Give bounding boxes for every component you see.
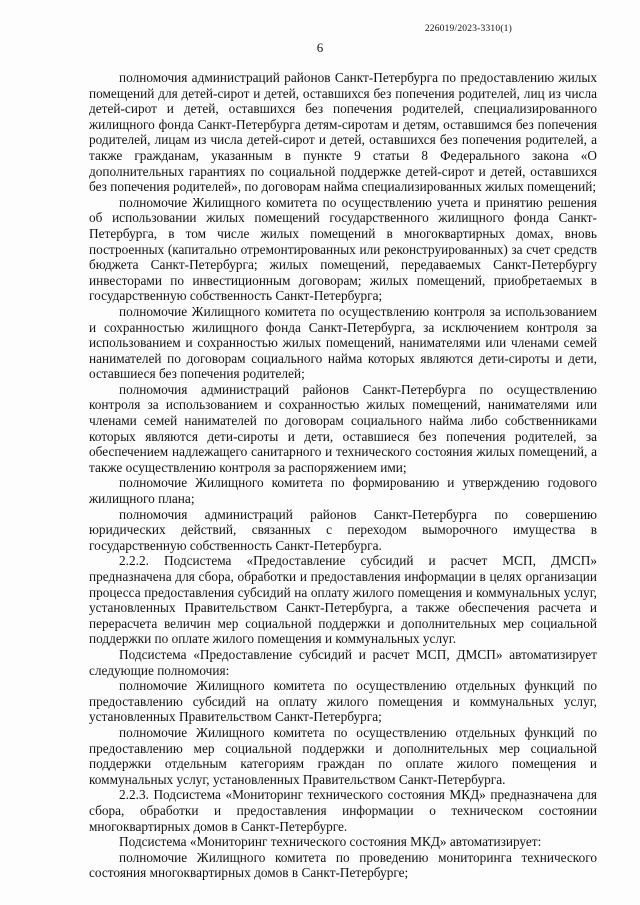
document-body: [89, 70, 597, 881]
paragraph: полномочие Жилищного комитета по проведению мониторинга технического состояния многоквартирных домов в Санкт-Петербурге;: [89, 849, 597, 881]
paragraph: полномочия администраций районов Санкт-Петербурга по предоставлению жилых помещений для детей-сирот и детей, оставшихся без попечения родителей, лиц из числа детей-сирот и детей, оставшихся без попечения родителей, специализированного жилищного фонда Санкт-Петербурга детям-сиротам и детям, оставшимся без попечения родителей, лицам из числа детей-сирот и детей, оставшихся без попечения родителей, а также гражданам, указанным в пункте 9 статьи 8 Федерального закона «О дополнительных гарантиях по социальной поддержке детей-сирот и детей, оставшихся без попечения родителей», по договорам найма специализированных жилых помещений;: [89, 70, 597, 195]
paragraph: Подсистема «Мониторинг технического состояния МКД» автоматизирует:: [119, 834, 542, 850]
paragraph: полномочие Жилищного комитета по осуществлению учета и принятию решения об использовании жилых помещений государственного жилищного фонда Санкт-Петербурга, в том числе жилых помещений в многоквартирных домах, вновь построенных (капитально отремонтированных или реконструированных) за счет средств бюджета Санкт-Петербурга; жилых помещений, передаваемых Санкт-Петербургу инвесторами по инвестиционным договорам; жилых помещений, приобретаемых в государственную собственность Санкт-Петербурга;: [89, 194, 597, 304]
document-id: 226019/2023-3310(1): [424, 24, 512, 34]
paragraph: полномочия администраций районов Санкт-Петербурга по осуществлению контроля за использованием и сохранностью жилых помещений, нанимателями или членами семей нанимателей по договорам социального найма либо собственниками которых являются дети-сироты и дети, оставшиеся без попечения родителей, за обеспечением надлежащего санитарного и технического состояния жилых помещений, а также осуществлению контроля за распоряжением ими;: [89, 381, 597, 475]
paragraph: полномочие Жилищного комитета по осуществлению контроля за использованием и сохранностью жилищного фонда Санкт-Петербурга, за исключением контроля за использованием и сохранностью жилых помещений, нанимателями или членами семей нанимателей по договорам социального найма которых являются дети-сироты и дети, оставшиеся без попечения родителей;: [89, 303, 597, 382]
paragraph: полномочие Жилищного комитета по осуществлению отдельных функций по предоставлению мер социальной поддержки и дополнительных мер социальной поддержки отдельным категориям граждан по оплате жилого помещения и коммунальных услуг, установленных Правительством Санкт-Петербурга.: [89, 724, 597, 787]
paragraph: Подсистема «Предоставление субсидий и расчет МСП, ДМСП» автоматизирует следующие полномочия:: [89, 646, 597, 678]
paragraph: полномочия администраций районов Санкт-Петербурга по совершению юридических действий, связанных с переходом выморочного имущества в государственную собственность Санкт-Петербурга.: [89, 506, 597, 553]
section-paragraph-2-2-3: 2.2.3. Подсистема «Мониторинг технического состояния МКД» предназначена для сбора, обработки и предоставления информации о техническом состоянии многоквартирных домов в Санкт-Петербурге.: [89, 787, 597, 834]
section-paragraph-2-2-2: 2.2.2. Подсистема «Предоставление субсидий и расчет МСП, ДМСП» предназначена для сбора, обработки и предоставления информации в целях организации процесса предоставления субсидий на оплату жилого помещения и коммунальных услуг, установленных Правительством Санкт-Петербурга, а также обеспечения расчета и перерасчета величин мер социальной поддержки и дополнительных мер социальной поддержки по оплате жилого помещения и коммунальных услуг.: [89, 553, 597, 647]
page-number: 6: [316, 40, 324, 55]
paragraph: полномочие Жилищного комитета по формированию и утверждению годового жилищного плана;: [89, 475, 597, 507]
paragraph: полномочие Жилищного комитета по осуществлению отдельных функций по предоставлению субсидий на оплату жилого помещения и коммунальных услуг, установленных Правительством Санкт-Петербурга;: [89, 678, 597, 725]
